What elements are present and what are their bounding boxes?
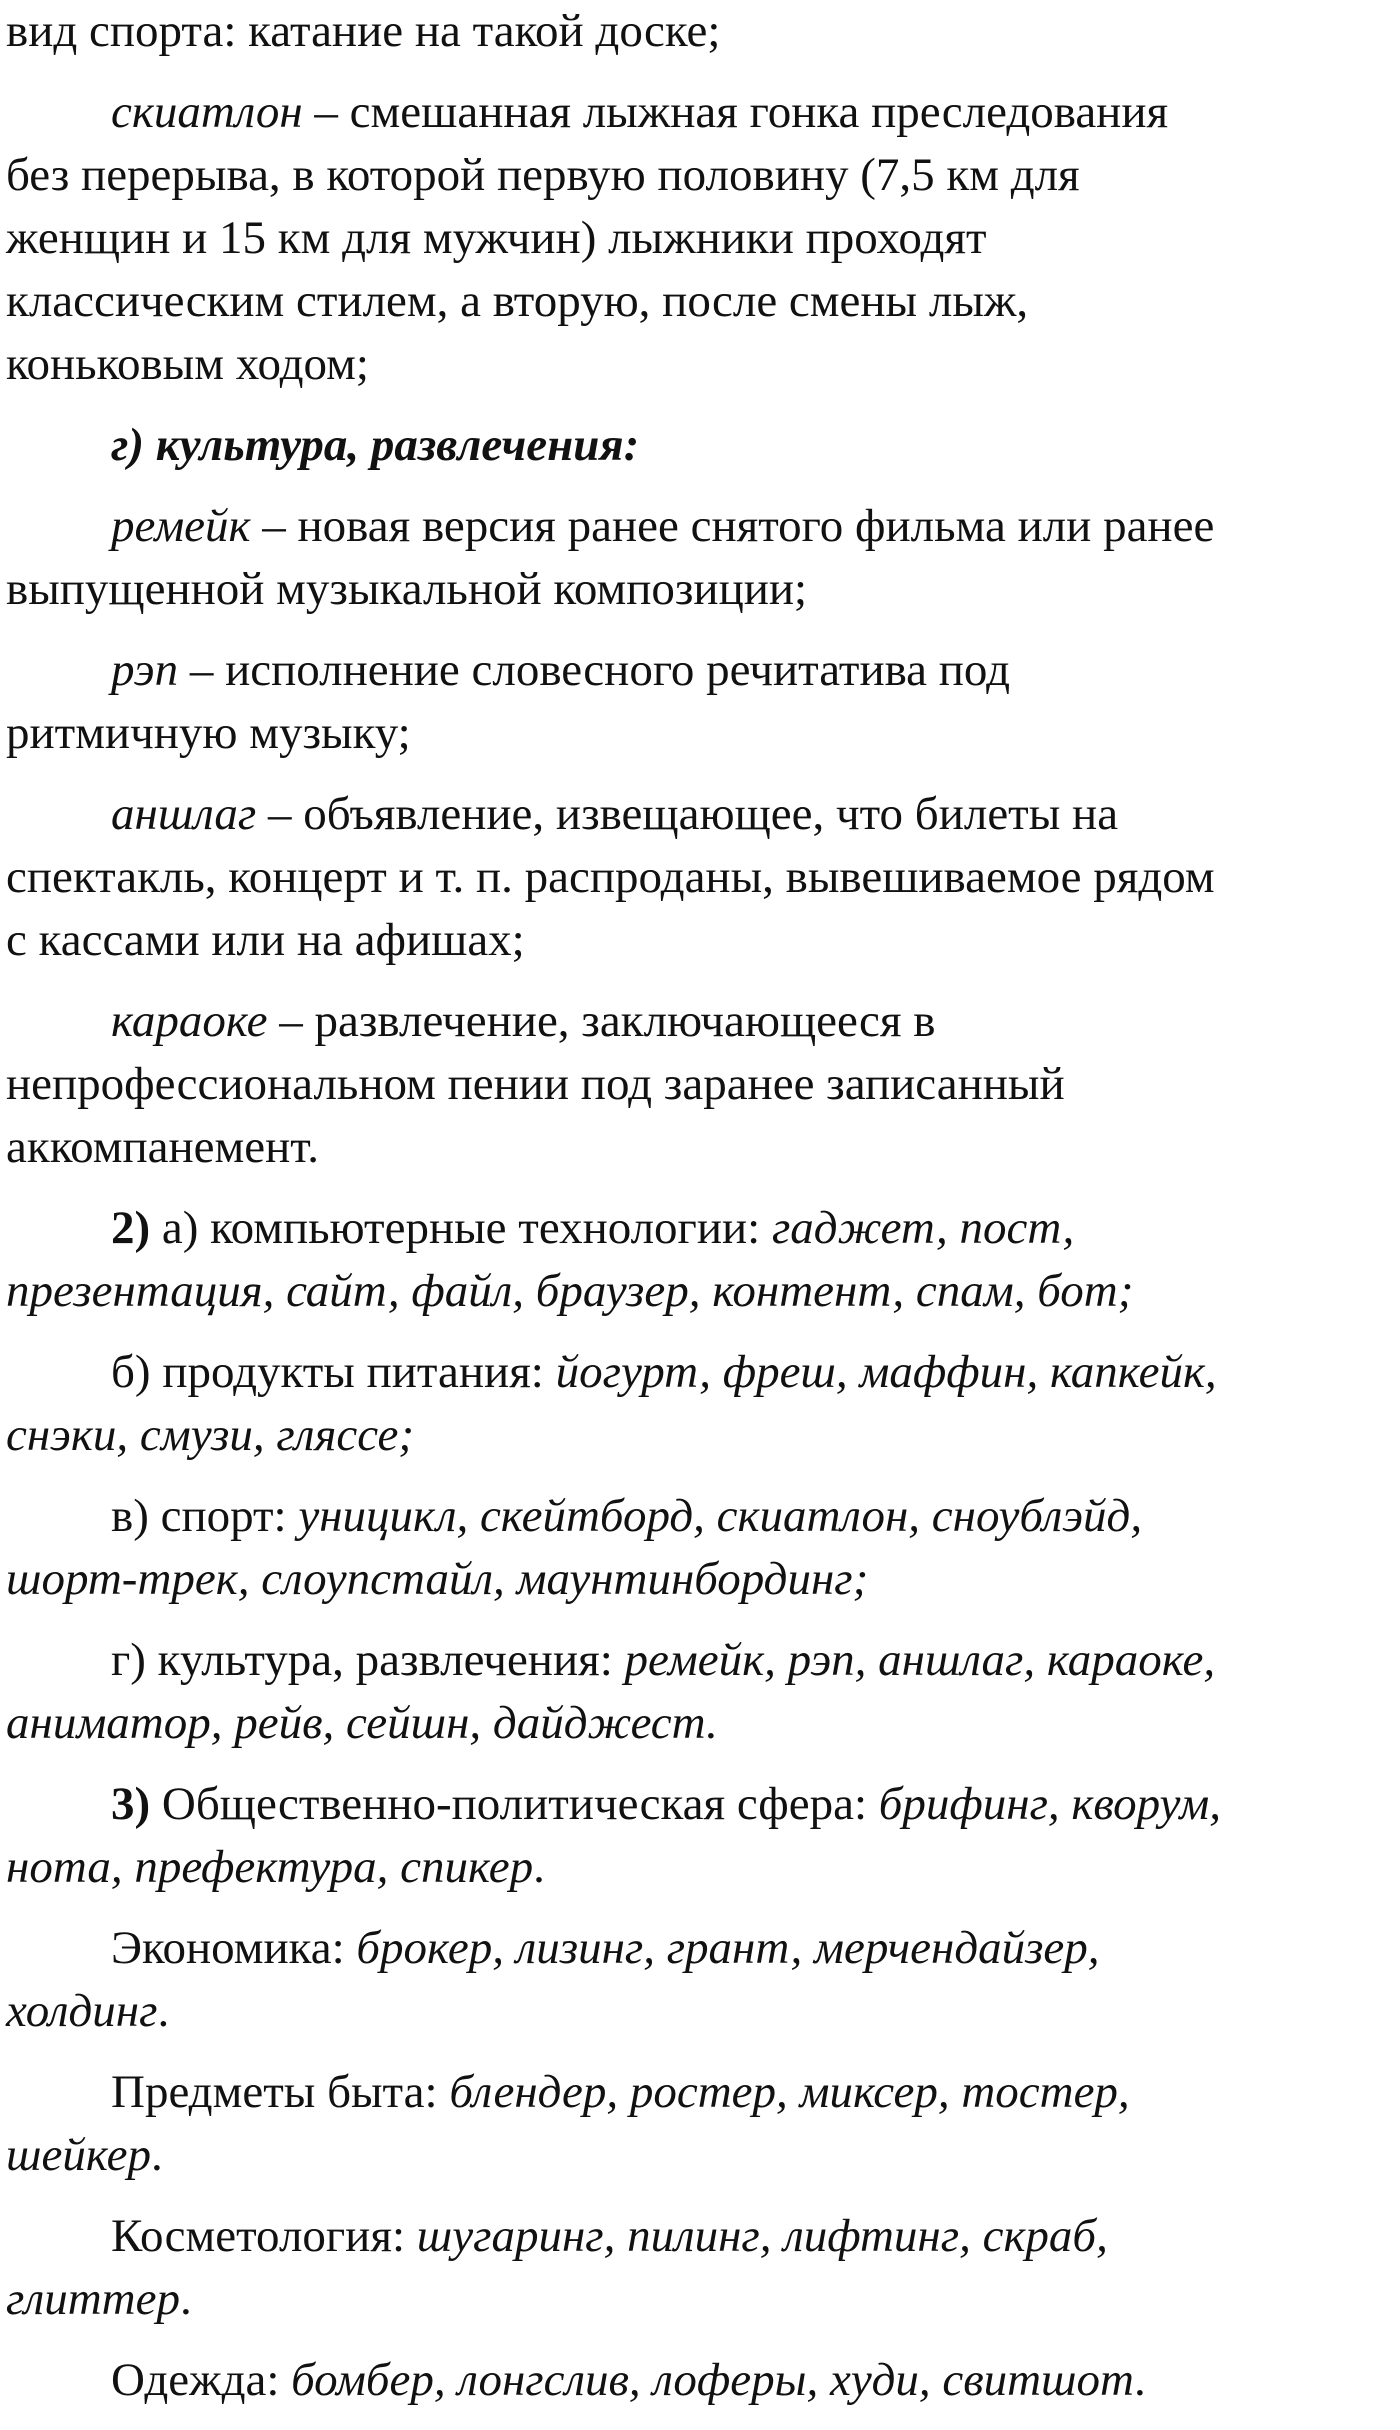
text-line bbox=[6, 1197, 1396, 1260]
text-line bbox=[6, 639, 1396, 702]
text-segment: Косметология: bbox=[111, 2210, 417, 2262]
text-segment: – смешанная лыжная гонка преследования bbox=[302, 86, 1169, 138]
document-page bbox=[6, 0, 1396, 2430]
text-line bbox=[6, 270, 1396, 333]
text-segment: непрофессиональном пении под заранее записанный bbox=[6, 1058, 1065, 1110]
text-line bbox=[6, 783, 1396, 846]
text-line bbox=[6, 702, 1396, 765]
text-segment: Одежда: bbox=[111, 2354, 292, 2406]
text-segment: – объявление, извещающее, что билеты на bbox=[256, 788, 1119, 840]
text-segment: ремейк, рэп, аншлаг, караоке, bbox=[624, 1634, 1216, 1686]
paragraph bbox=[6, 495, 1396, 621]
text-line bbox=[6, 558, 1396, 621]
text-segment: коньковым ходом; bbox=[6, 338, 369, 390]
text-segment: караоке bbox=[111, 995, 268, 1047]
text-segment: бомбер, лонгслив, лоферы, худи, свитшот bbox=[291, 2354, 1134, 2406]
text-line bbox=[6, 1980, 1396, 2043]
text-line bbox=[6, 207, 1396, 270]
text-segment: выпущенной музыкальной композиции; bbox=[6, 563, 808, 615]
text-segment: в) спорт: bbox=[111, 1490, 299, 1542]
paragraph bbox=[6, 81, 1396, 396]
text-line bbox=[6, 1116, 1396, 1179]
text-segment: – исполнение словесного речитатива под bbox=[178, 644, 1010, 696]
text-line bbox=[6, 144, 1396, 207]
text-line bbox=[6, 1692, 1396, 1755]
text-line bbox=[6, 2205, 1396, 2268]
text-line bbox=[6, 414, 1396, 477]
text-segment: с кассами или на афишах; bbox=[6, 914, 525, 966]
text-line bbox=[6, 333, 1396, 396]
text-line bbox=[6, 2061, 1396, 2124]
text-line bbox=[6, 0, 1396, 63]
text-line bbox=[6, 1404, 1396, 1467]
paragraph bbox=[6, 414, 1396, 477]
paragraph bbox=[6, 1629, 1396, 1755]
text-segment: гаджет, пост, bbox=[771, 1202, 1075, 1254]
text-segment: Общественно-политическая сфера: bbox=[150, 1778, 879, 1830]
text-segment: 3) bbox=[111, 1778, 151, 1830]
text-line bbox=[6, 1548, 1396, 1611]
text-segment: без перерыва, в которой первую половину (7,5 км для bbox=[6, 149, 1080, 201]
text-segment: классическим стилем, а вторую, после смены лыж, bbox=[6, 275, 1029, 327]
text-line bbox=[6, 495, 1396, 558]
text-line bbox=[6, 1917, 1396, 1980]
text-segment: а) компьютерные технологии: bbox=[150, 1202, 772, 1254]
text-line bbox=[6, 1836, 1396, 1899]
text-segment: спектакль, концерт и т. п. распроданы, вывешиваемое рядом bbox=[6, 851, 1215, 903]
text-line bbox=[6, 846, 1396, 909]
paragraph bbox=[6, 1773, 1396, 1899]
text-segment: холдинг bbox=[6, 1985, 158, 2037]
paragraph bbox=[6, 1485, 1396, 1611]
text-segment: Экономика: bbox=[111, 1922, 357, 1974]
text-segment: шорт-трек, слоупстайл, маунтинбординг; bbox=[6, 1553, 869, 1605]
text-segment: аниматор, рейв, сейшн, дайджест. bbox=[6, 1697, 718, 1749]
text-segment: шейкер bbox=[6, 2129, 152, 2181]
text-segment: ритмичную музыку; bbox=[6, 707, 411, 759]
text-line bbox=[6, 990, 1396, 1053]
text-segment: снэки, смузи, гляссе; bbox=[6, 1409, 414, 1461]
text-line bbox=[6, 81, 1396, 144]
text-segment: брокер, лизинг, грант, мерчендайзер, bbox=[356, 1922, 1100, 1974]
text-segment: глиттер bbox=[6, 2273, 180, 2325]
paragraph bbox=[6, 2205, 1396, 2331]
paragraph bbox=[6, 1917, 1396, 2043]
text-line bbox=[6, 1485, 1396, 1548]
text-segment: Предметы быта: bbox=[111, 2066, 450, 2118]
text-segment: блендер, ростер, миксер, тостер, bbox=[449, 2066, 1130, 2118]
text-line bbox=[6, 1629, 1396, 1692]
text-segment: шугаринг, пилинг, лифтинг, скраб, bbox=[416, 2210, 1108, 2262]
text-segment: г) культура, развлечения: bbox=[111, 419, 640, 471]
text-segment: . bbox=[157, 1985, 170, 2037]
paragraph bbox=[6, 0, 1396, 63]
text-line bbox=[6, 1773, 1396, 1836]
text-line bbox=[6, 2268, 1396, 2331]
text-segment: б) продукты питания: bbox=[111, 1346, 556, 1398]
text-segment: аншлаг bbox=[111, 788, 257, 840]
text-line bbox=[6, 1260, 1396, 1323]
text-line bbox=[6, 1341, 1396, 1404]
text-line bbox=[6, 2124, 1396, 2187]
paragraph bbox=[6, 2349, 1396, 2412]
text-segment: – развлечение, заключающееся в bbox=[267, 995, 936, 1047]
text-segment: женщин и 15 км для мужчин) лыжники проходят bbox=[6, 212, 987, 264]
text-segment: нота, префектура, спикер bbox=[6, 1841, 534, 1893]
text-segment: уницикл, скейтборд, скиатлон, сноублэйд, bbox=[298, 1490, 1143, 1542]
text-line bbox=[6, 1053, 1396, 1116]
text-segment: . bbox=[1133, 2354, 1146, 2406]
text-segment: аккомпанемент. bbox=[6, 1121, 320, 1173]
text-segment: рэп bbox=[111, 644, 179, 696]
text-line bbox=[6, 2349, 1396, 2412]
text-segment: . bbox=[151, 2129, 163, 2181]
text-segment: скиатлон bbox=[111, 86, 303, 138]
text-segment: 2) bbox=[111, 1202, 151, 1254]
text-line bbox=[6, 909, 1396, 972]
text-segment: . bbox=[533, 1841, 545, 1893]
text-segment: презентация, сайт, файл, браузер, контент, спам, бот; bbox=[6, 1265, 1134, 1317]
text-segment: брифинг, кворум, bbox=[878, 1778, 1221, 1830]
paragraph bbox=[6, 783, 1396, 972]
text-segment: ремейк bbox=[111, 500, 251, 552]
paragraph bbox=[6, 990, 1396, 1179]
text-segment: йогурт, фреш, маффин, капкейк, bbox=[555, 1346, 1217, 1398]
text-segment: . bbox=[179, 2273, 192, 2325]
paragraph bbox=[6, 1197, 1396, 1323]
paragraph bbox=[6, 639, 1396, 765]
text-segment: – новая версия ранее снятого фильма или ранее bbox=[250, 500, 1215, 552]
paragraph bbox=[6, 1341, 1396, 1467]
text-segment: г) культура, развлечения: bbox=[111, 1634, 625, 1686]
paragraph bbox=[6, 2061, 1396, 2187]
text-segment: вид спорта: катание на такой доске; bbox=[6, 5, 721, 57]
